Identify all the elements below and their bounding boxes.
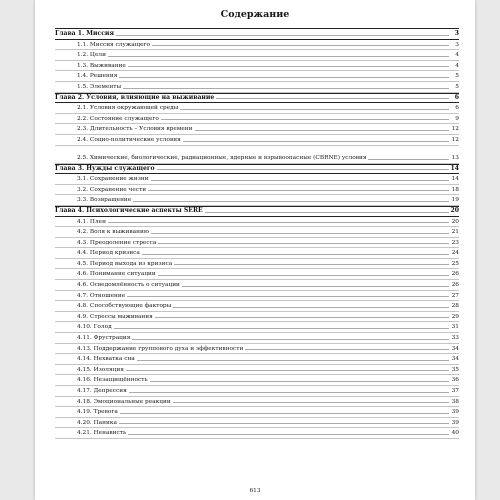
toc-entry-label: 4.2. Воля к выживанию: [77, 229, 149, 236]
dot-leader: [158, 243, 449, 244]
toc-entry-label: Глава 3. Нужды служащего: [55, 164, 155, 172]
toc-entry-label: 2.3. Длительность – Условия времени: [77, 126, 193, 133]
toc-entry-page: 14: [450, 164, 459, 172]
toc-entry-page: 4: [455, 62, 459, 69]
dot-leader: [180, 109, 449, 110]
document-page: [35, 0, 475, 500]
toc-entry-page: 9: [455, 115, 459, 122]
dot-leader: [161, 119, 449, 120]
toc-entry-page: 3: [455, 41, 459, 48]
toc-section-entry[interactable]: [55, 114, 459, 125]
toc-section-entry[interactable]: [55, 291, 459, 302]
toc-section-entry[interactable]: [55, 375, 459, 386]
toc-entry-label: 1.2. Цели: [77, 52, 106, 59]
dot-leader: [126, 370, 449, 371]
toc-entry-label: Глава 1. Миссия: [55, 30, 114, 37]
dot-leader: [129, 392, 449, 393]
toc-entry-label: 4.21. Ненависть: [77, 430, 127, 437]
toc-entry-page: 19: [451, 197, 459, 204]
toc-entry-page: 36: [451, 377, 459, 384]
toc-section-entry[interactable]: [55, 365, 459, 376]
toc-entry-label: 4.14. Нехватка сна: [77, 356, 135, 363]
toc-entry-label: 4.5. Период выхода из кризиса: [77, 260, 173, 267]
toc-entry-page: 40: [451, 430, 459, 437]
toc-entry-page: 26: [451, 271, 459, 278]
toc-section-entry[interactable]: [55, 124, 459, 135]
toc-entry-label: 4.8. Способствующие факторы: [77, 303, 172, 310]
toc-entry-label: 3.2. Сохранение чести: [77, 186, 147, 193]
dot-leader: [150, 381, 449, 382]
toc-entry-page: 38: [451, 398, 459, 405]
toc-chapter-entry[interactable]: [55, 93, 459, 104]
toc-entry-page: 35: [451, 366, 459, 373]
dot-leader: [128, 66, 449, 67]
toc-entry-label: Глава 2. Условия, влияющие на выживание: [55, 93, 215, 101]
toc-entry-page: 34: [451, 345, 459, 352]
dot-leader: [116, 35, 449, 36]
toc-section-entry[interactable]: [55, 71, 459, 82]
toc-section-entry[interactable]: [55, 61, 459, 72]
toc-entry-label: 1.3. Выживание: [77, 62, 126, 69]
toc-section-entry[interactable]: [55, 146, 459, 164]
toc-section-entry[interactable]: [55, 301, 459, 312]
toc-entry-label: 4.15. Изоляция: [77, 366, 124, 373]
toc-entry-label: 1.5. Элементы: [77, 83, 122, 90]
toc-section-entry[interactable]: [55, 312, 459, 323]
dot-leader: [108, 222, 449, 223]
dot-leader: [152, 45, 449, 46]
dot-leader: [148, 190, 449, 191]
toc-entry-label: 4.11. Фрустрация: [77, 335, 131, 342]
toc-entry-page: 28: [451, 303, 459, 310]
dot-leader: [132, 339, 449, 340]
dot-leader: [195, 130, 450, 131]
toc-entry-label: 1.1. Миссия служащего: [77, 41, 151, 48]
toc-section-entry[interactable]: [55, 103, 459, 114]
toc-entry-label: 4.20. Паника: [77, 419, 117, 426]
toc-entry-label: 4.9. Стрессы выживания: [77, 313, 153, 320]
dot-leader: [155, 317, 449, 318]
toc-entry-page: 18: [451, 186, 459, 193]
toc-entry-page: 12: [451, 136, 459, 143]
toc-section-entry[interactable]: [55, 418, 459, 429]
toc-entry-page: 5: [455, 83, 459, 90]
table-of-contents: [55, 28, 459, 439]
toc-entry-page: 27: [451, 292, 459, 299]
toc-entry-page: 24: [451, 250, 459, 257]
dot-leader: [183, 141, 449, 142]
toc-entry-page: 6: [454, 93, 459, 101]
toc-section-entry[interactable]: [55, 40, 459, 51]
dot-leader: [182, 286, 449, 287]
page-title: Содержание: [220, 9, 290, 20]
toc-entry-page: 39: [451, 419, 459, 426]
toc-entry-label: 4.19. Тревога: [77, 409, 118, 416]
toc-entry-label: 3.1. Сохранение жизни: [77, 176, 149, 183]
toc-entry-label: 1.4. Решения: [77, 73, 118, 80]
toc-entry-label: 4.1. Плен: [77, 218, 106, 225]
toc-entry-page: 5: [455, 73, 459, 80]
toc-entry-page: 3: [454, 30, 459, 37]
toc-entry-page: 25: [451, 260, 459, 267]
toc-section-entry[interactable]: [55, 195, 459, 206]
toc-entry-label: 3.3. Возвращение: [77, 197, 132, 204]
toc-entry-label: 4.3. Преодоление стресса: [77, 239, 157, 246]
toc-entry-page: 13: [451, 154, 459, 161]
dot-leader: [142, 254, 449, 255]
dot-leader: [173, 402, 449, 403]
toc-chapter-entry[interactable]: [55, 29, 459, 40]
toc-entry-label: 4.10. Голод: [77, 324, 112, 331]
toc-section-entry[interactable]: [55, 407, 459, 418]
dot-leader: [216, 98, 449, 99]
dot-leader: [128, 434, 449, 435]
toc-section-entry[interactable]: [55, 238, 459, 249]
toc-section-entry[interactable]: [55, 344, 459, 355]
toc-section-entry[interactable]: [55, 248, 459, 259]
toc-entry-label: 2.5. Химические, биологические, радиационные, ядерные и взрывоопасные (CBRNE) условия: [77, 154, 367, 161]
toc-section-entry[interactable]: [55, 386, 459, 397]
toc-entry-label: 4.6. Понимание ситуации: [77, 271, 156, 278]
toc-chapter-entry[interactable]: [55, 164, 459, 175]
toc-entry-page: 31: [451, 324, 459, 331]
toc-entry-page: 6: [455, 105, 459, 112]
toc-section-entry[interactable]: [55, 280, 459, 291]
toc-section-entry[interactable]: [55, 185, 459, 196]
dot-leader: [133, 201, 449, 202]
dot-leader: [158, 275, 449, 276]
toc-entry-label: 4.4. Период кризиса: [77, 250, 140, 257]
toc-section-entry[interactable]: [55, 174, 459, 185]
toc-entry-label: 2.1. Условия окружающей среды: [77, 105, 179, 112]
toc-entry-page: 12: [451, 126, 459, 133]
dot-leader: [368, 159, 449, 160]
toc-entry-page: 34: [451, 356, 459, 363]
toc-section-entry[interactable]: [55, 269, 459, 280]
toc-section-entry[interactable]: [55, 50, 459, 61]
toc-section-entry[interactable]: [55, 354, 459, 365]
dot-leader: [108, 56, 449, 57]
toc-entry-page: 21: [451, 229, 459, 236]
toc-entry-label: 2.4. Социо-политические условия: [77, 136, 181, 143]
toc-entry-page: 14: [451, 176, 459, 183]
toc-entry-label: 4.17. Депрессия: [77, 388, 127, 394]
dot-leader: [120, 413, 449, 414]
dot-leader: [157, 169, 449, 170]
dot-leader: [119, 77, 449, 78]
toc-section-entry[interactable]: [55, 135, 459, 146]
toc-section-entry[interactable]: [55, 333, 459, 344]
toc-entry-label: 4.13. Поддержание группового духа и эффективности: [77, 345, 244, 352]
toc-entry-label: 4.7. Отношение: [77, 292, 126, 299]
dot-leader: [151, 180, 449, 181]
toc-entry-page: 33: [451, 335, 459, 342]
toc-entry-page: 4: [455, 52, 459, 59]
toc-entry-label: 4.16. Незащищённость: [77, 377, 148, 384]
toc-entry-label: 4.6. Осведомлённость о ситуации: [77, 282, 180, 289]
toc-entry-page: 20: [450, 206, 459, 214]
dot-leader: [205, 212, 449, 213]
dot-leader: [151, 233, 449, 234]
toc-entry-page: 39: [451, 409, 459, 416]
toc-entry-label: 2.2. Состояние служащего: [77, 115, 159, 122]
dot-leader: [114, 328, 449, 329]
dot-leader: [127, 296, 449, 297]
toc-section-entry[interactable]: [55, 322, 459, 333]
toc-entry-label: 4.18. Эмоциональные реакции: [77, 398, 171, 405]
dot-leader: [119, 423, 449, 424]
toc-entry-page: 23: [451, 239, 459, 246]
toc-section-entry[interactable]: [55, 259, 459, 270]
toc-entry-label: Глава 4. Психологические аспекты SERE: [55, 206, 203, 214]
toc-section-entry[interactable]: [55, 397, 459, 408]
dot-leader: [173, 307, 449, 308]
page-number: 613: [249, 488, 261, 494]
toc-entry-page: 26: [451, 282, 459, 289]
dot-leader: [174, 264, 449, 265]
toc-section-entry[interactable]: [55, 227, 459, 238]
dot-leader: [245, 349, 449, 350]
toc-entry-page: 29: [451, 313, 459, 320]
dot-leader: [123, 88, 449, 89]
toc-section-entry[interactable]: [55, 217, 459, 228]
toc-section-entry[interactable]: [55, 428, 459, 439]
dot-leader: [137, 360, 449, 361]
toc-entry-page: 37: [451, 388, 459, 394]
toc-section-entry[interactable]: [55, 82, 459, 93]
toc-chapter-entry[interactable]: [55, 206, 459, 217]
toc-entry-page: 20: [451, 218, 459, 225]
